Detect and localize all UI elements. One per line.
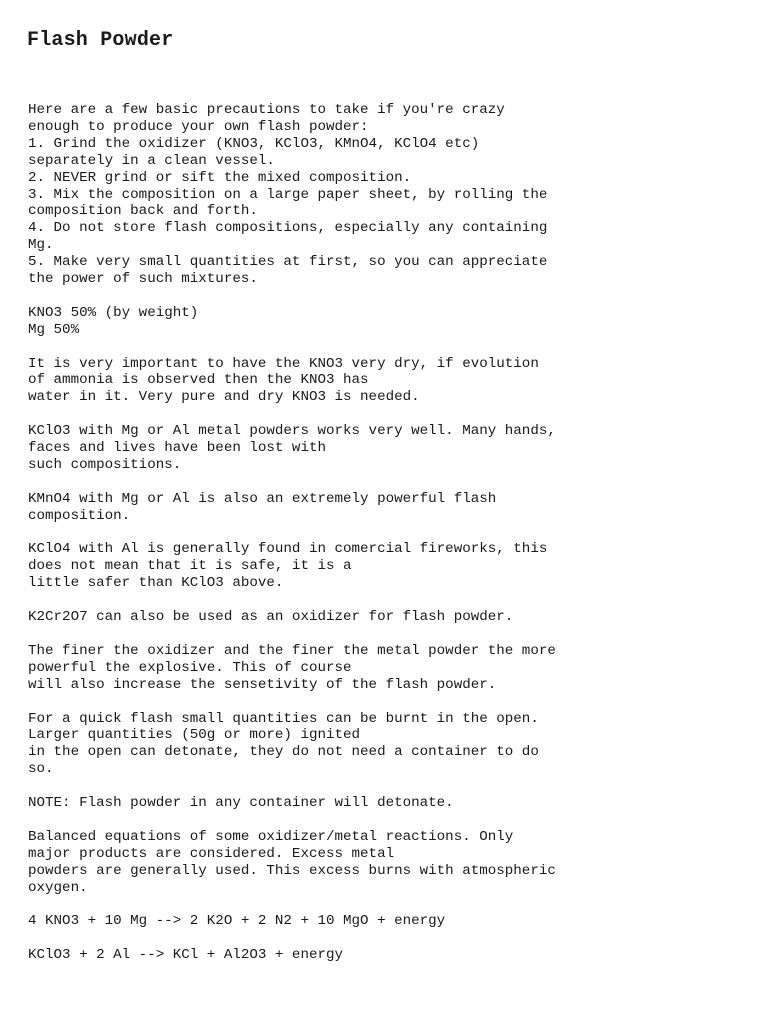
text-line: water in it. Very pure and dry KNO3 is needed. bbox=[28, 389, 420, 406]
text-line: composition. bbox=[28, 507, 131, 524]
text-line: Balanced equations of some oxidizer/metal reactions. Only bbox=[28, 828, 514, 845]
text-line: Mg. bbox=[28, 237, 54, 254]
paragraph bbox=[28, 541, 758, 592]
paragraph bbox=[28, 609, 758, 626]
text-line: 4 KNO3 + 10 Mg --> 2 K2O + 2 N2 + 10 MgO + energy bbox=[28, 913, 446, 930]
text-line: 2. NEVER grind or sift the mixed composition. bbox=[28, 169, 412, 186]
paragraph bbox=[28, 305, 758, 339]
page-title: Flash Powder bbox=[27, 29, 174, 52]
text-line: Larger quantities (50g or more) ignited bbox=[28, 727, 361, 744]
text-line: so. bbox=[28, 761, 54, 778]
paragraph bbox=[28, 795, 758, 812]
text-line: K2Cr2O7 can also be used as an oxidizer for flash powder. bbox=[28, 609, 514, 626]
paragraph bbox=[28, 829, 758, 897]
text-line: will also increase the sensetivity of the flash powder. bbox=[28, 676, 497, 693]
paragraph bbox=[28, 423, 758, 474]
text-line: Mg 50% bbox=[28, 321, 80, 338]
text-line: little safer than KClO3 above. bbox=[28, 575, 284, 592]
text-line: such compositions. bbox=[28, 456, 182, 473]
text-line: KNO3 50% (by weight) bbox=[28, 304, 199, 321]
text-line: KMnO4 with Mg or Al is also an extremely powerful flash bbox=[28, 490, 497, 507]
text-line: composition back and forth. bbox=[28, 203, 258, 220]
paragraph bbox=[28, 491, 758, 525]
text-line: Here are a few basic precautions to take if you're crazy bbox=[28, 102, 505, 118]
text-line: KClO3 + 2 Al --> KCl + Al2O3 + energy bbox=[28, 947, 344, 964]
text-line: 4. Do not store flash compositions, especially any containing bbox=[28, 220, 548, 237]
text-line: major products are considered. Excess metal bbox=[28, 845, 395, 862]
paragraph bbox=[28, 102, 758, 288]
text-line: separately in a clean vessel. bbox=[28, 152, 275, 169]
text-line: powerful the explosive. This of course bbox=[28, 659, 352, 676]
text-line: does not mean that it is safe, it is a bbox=[28, 558, 352, 575]
text-line: The finer the oxidizer and the finer the metal powder the more bbox=[28, 642, 556, 659]
text-line: NOTE: Flash powder in any container will detonate. bbox=[28, 795, 454, 812]
paragraph bbox=[28, 913, 758, 930]
text-line: in the open can detonate, they do not need a container to do bbox=[28, 744, 539, 761]
paragraph bbox=[28, 711, 758, 779]
text-line: 5. Make very small quantities at first, so you can appreciate bbox=[28, 254, 548, 271]
text-line: For a quick flash small quantities can be burnt in the open. bbox=[28, 710, 539, 727]
document-body bbox=[28, 102, 758, 981]
paragraph bbox=[28, 643, 758, 694]
text-line: oxygen. bbox=[28, 879, 88, 896]
text-line: faces and lives have been lost with bbox=[28, 440, 326, 457]
text-line: KClO4 with Al is generally found in comercial fireworks, this bbox=[28, 541, 548, 558]
text-line: 3. Mix the composition on a large paper sheet, by rolling the bbox=[28, 186, 548, 203]
text-line: 1. Grind the oxidizer (KNO3, KClO3, KMnO4, KClO4 etc) bbox=[28, 135, 480, 152]
text-line: enough to produce your own flash powder: bbox=[28, 118, 369, 135]
paragraph bbox=[28, 947, 758, 964]
text-line: It is very important to have the KNO3 very dry, if evolution bbox=[28, 355, 539, 372]
text-line: powders are generally used. This excess burns with atmospheric bbox=[28, 862, 556, 879]
text-line: KClO3 with Mg or Al metal powders works very well. Many hands, bbox=[28, 423, 556, 440]
paragraph bbox=[28, 356, 758, 407]
text-line: the power of such mixtures. bbox=[28, 271, 258, 288]
text-line: of ammonia is observed then the KNO3 has bbox=[28, 372, 369, 389]
